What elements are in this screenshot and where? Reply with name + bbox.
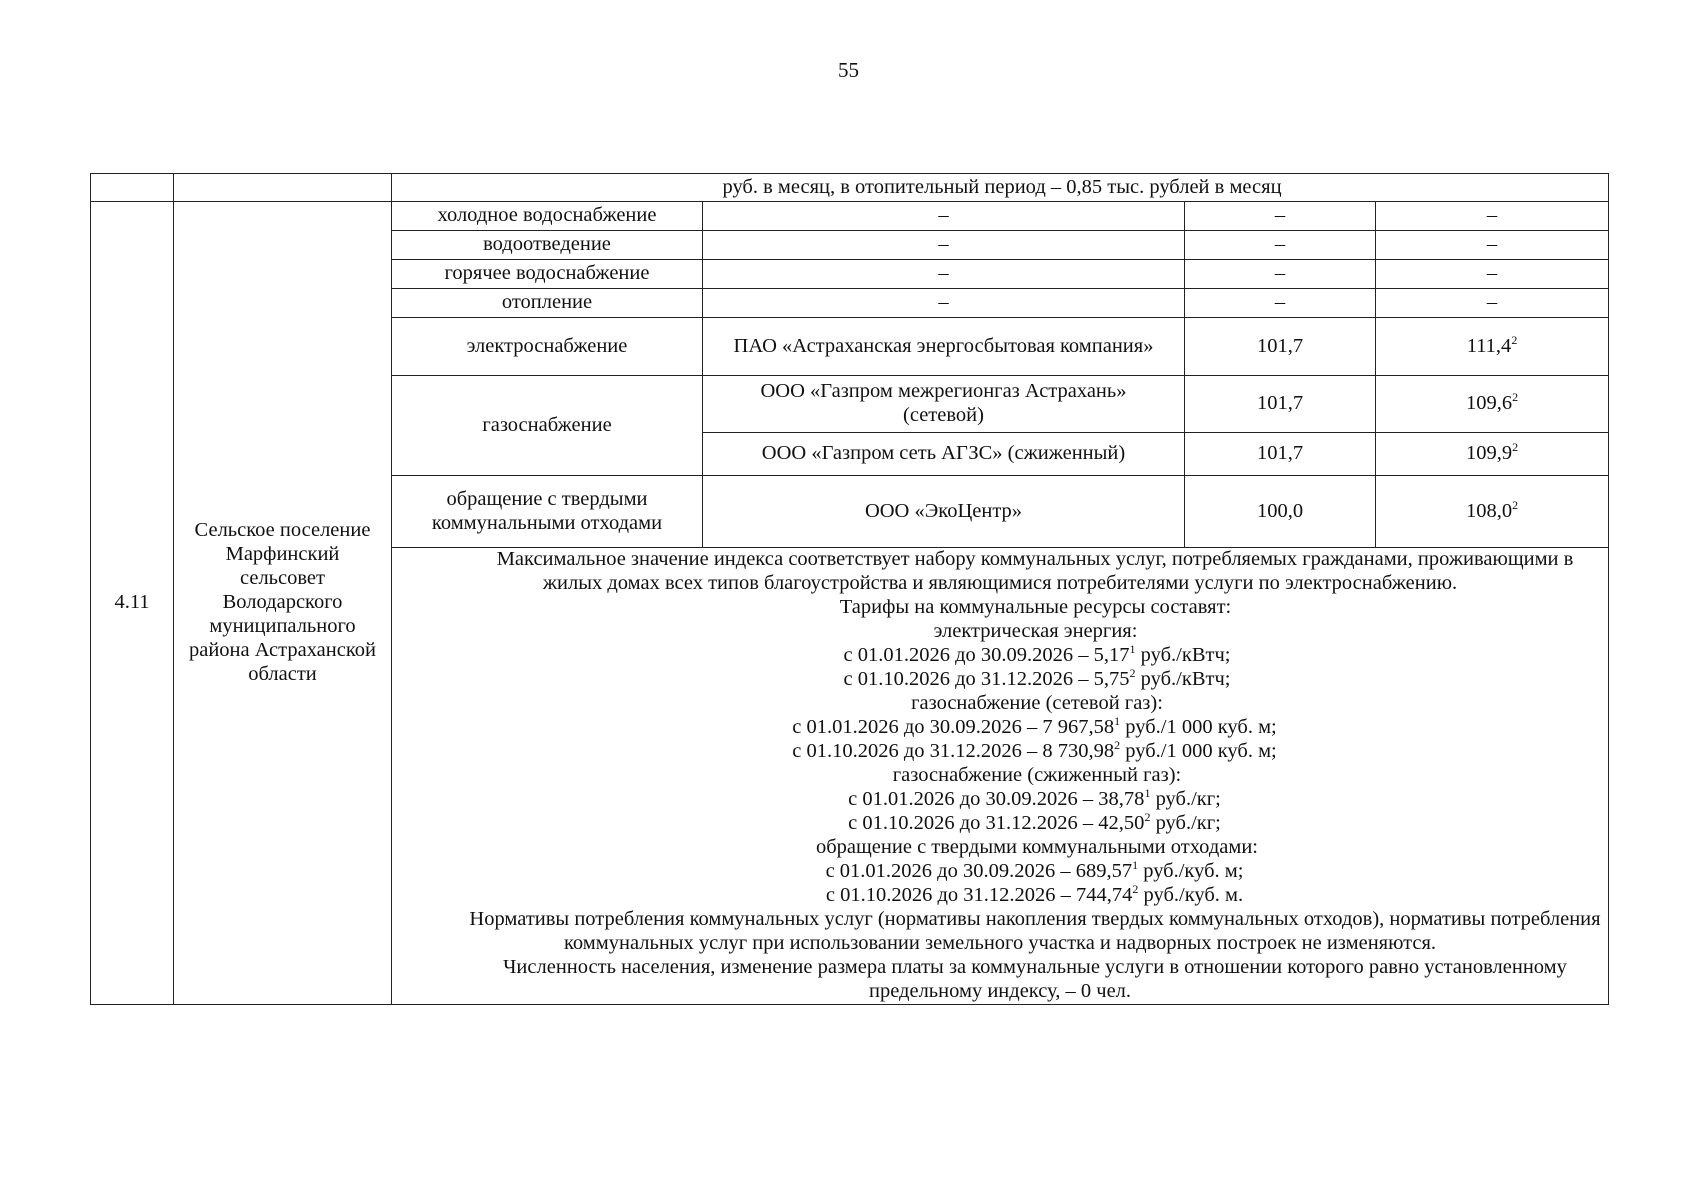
service-row [91, 202, 1609, 231]
service-name: электроснабжение [392, 318, 703, 376]
tariff-table [90, 173, 1609, 1005]
provider-name: ООО «Газпром межрегионгаз Астрахань» (сетевой) [703, 376, 1185, 433]
tariffs-heading: Тарифы на коммунальные ресурсы составят: [839, 595, 1232, 618]
index-value [1376, 433, 1609, 476]
note-paragraph: Нормативы потребления коммунальных услуг (нормативы накопления твердых коммунальных отходов), нормативы потребления коммунальных услуг при использовании земельного участка и надворных построек не изменяются. [469, 907, 1601, 954]
service-name: отопление [392, 289, 703, 318]
index-number: 111,4 [1466, 334, 1512, 357]
tariff-line [398, 665, 1602, 692]
tariff-line [398, 857, 1602, 884]
tariff-line [398, 881, 1602, 908]
index-value: – [1185, 202, 1376, 231]
tariff-unit: руб./1 000 куб. м; [1120, 715, 1277, 738]
tariff-period: с 01.01.2026 до 30.09.2026 – 7 967,58 [792, 715, 1115, 738]
index-value: – [1376, 289, 1609, 318]
index-number: 109,9 [1465, 442, 1513, 464]
provider-name: ООО «Газпром сеть АГЗС» (сжиженный) [703, 433, 1185, 476]
continuation-text: руб. в месяц, в отопительный период – 0,85 тыс. рублей в месяц [392, 174, 1609, 202]
index-value: – [1376, 202, 1609, 231]
service-name: обращение с твердыми коммунальными отходами [392, 476, 703, 548]
index-number: 108,0 [1465, 499, 1513, 522]
tariff-line [398, 785, 1602, 812]
footnote-mark: 2 [1144, 809, 1151, 824]
note-paragraph: Максимальное значение индекса соответствует набору коммунальных услуг, потребляемых гражданами, проживающими в жилых домах всех типов благоустройства и являющимися потребителями услуги по электроснабжению. [496, 548, 1574, 594]
municipality-name: Сельское поселение Марфинский сельсовет Володарского муниципального района Астраханской области [174, 202, 392, 1005]
tariff-line [398, 737, 1602, 764]
footnote-mark: 1 [1132, 857, 1139, 872]
tariff-period: с 01.01.2026 до 30.09.2026 – 5,17 [843, 643, 1130, 666]
index-value: – [1376, 260, 1609, 289]
index-value: 101,7 [1185, 433, 1376, 476]
waste-heading: обращение с твердыми коммунальными отходами: [815, 835, 1259, 858]
tariff-line [398, 809, 1602, 836]
footnote-mark: 1 [1129, 641, 1136, 656]
tariff-period: с 01.10.2026 до 31.12.2026 – 42,50 [848, 811, 1145, 834]
tariff-line [398, 713, 1602, 740]
tariff-period: с 01.10.2026 до 31.12.2026 – 5,75 [843, 667, 1130, 690]
index-value: 100,0 [1185, 476, 1376, 548]
gas-liquid-heading: газоснабжение (сжиженный газ): [892, 763, 1182, 786]
note-cell [392, 548, 1609, 1005]
index-value: – [1376, 231, 1609, 260]
index-value [1376, 476, 1609, 548]
provider-name: – [703, 231, 1185, 260]
tariff-unit: руб./1 000 куб. м; [1120, 739, 1277, 762]
footnote-mark: 2 [1132, 881, 1139, 896]
tariff-unit: руб./кВтч; [1135, 667, 1231, 690]
tariff-unit: руб./кг; [1150, 811, 1221, 834]
service-name: горячее водоснабжение [392, 260, 703, 289]
tariff-unit: руб./куб. м. [1138, 883, 1244, 906]
row-number: 4.11 [91, 202, 174, 1005]
tariff-period: с 01.10.2026 до 31.12.2026 – 8 730,98 [792, 739, 1115, 762]
provider-name: ПАО «Астраханская энергосбытовая компания» [703, 318, 1185, 376]
footnote-mark: 2 [1512, 497, 1519, 512]
footnote-mark: 2 [1129, 665, 1136, 680]
index-number: 109,6 [1465, 392, 1513, 414]
tariff-period: с 01.01.2026 до 30.09.2026 – 689,57 [825, 859, 1133, 882]
footnote-mark: 2 [1114, 737, 1121, 752]
index-value: 101,7 [1185, 376, 1376, 433]
index-value: – [1185, 260, 1376, 289]
tariff-period: с 01.01.2026 до 30.09.2026 – 38,78 [848, 787, 1145, 810]
electric-heading: электрическая энергия: [933, 619, 1138, 642]
gas-net-heading: газоснабжение (сетевой газ): [911, 691, 1163, 714]
index-value [1376, 376, 1609, 433]
index-value: – [1185, 289, 1376, 318]
provider-name: ООО «ЭкоЦентр» [703, 476, 1185, 548]
note-paragraph: Численность населения, изменение размера платы за коммунальные услуги в отношении которого равно установленному предельному индексу, – 0 чел. [503, 955, 1567, 1002]
page-number: 55 [838, 58, 859, 82]
footnote-mark: 1 [1144, 785, 1151, 800]
footnote-mark: 2 [1511, 332, 1518, 347]
provider-name: – [703, 289, 1185, 318]
provider-name: – [703, 202, 1185, 231]
footnote-mark: 2 [1512, 390, 1519, 404]
footnote-mark: 2 [1512, 440, 1519, 454]
index-value [1376, 318, 1609, 376]
service-name: холодное водоснабжение [392, 202, 703, 231]
provider-name: – [703, 260, 1185, 289]
index-value: 101,7 [1185, 318, 1376, 376]
service-name: газоснабжение [392, 376, 703, 476]
tariff-unit: руб./куб. м; [1138, 859, 1244, 882]
continuation-row [91, 174, 1609, 202]
tariff-unit: руб./кВтч; [1135, 643, 1231, 666]
index-value: – [1185, 231, 1376, 260]
tariff-unit: руб./кг; [1150, 787, 1221, 810]
tariff-period: с 01.10.2026 до 31.12.2026 – 744,74 [825, 883, 1133, 906]
service-name: водоотведение [392, 231, 703, 260]
footnote-mark: 1 [1114, 713, 1121, 728]
empty-cell [91, 174, 174, 202]
empty-cell [174, 174, 392, 202]
tariff-line [398, 641, 1602, 668]
